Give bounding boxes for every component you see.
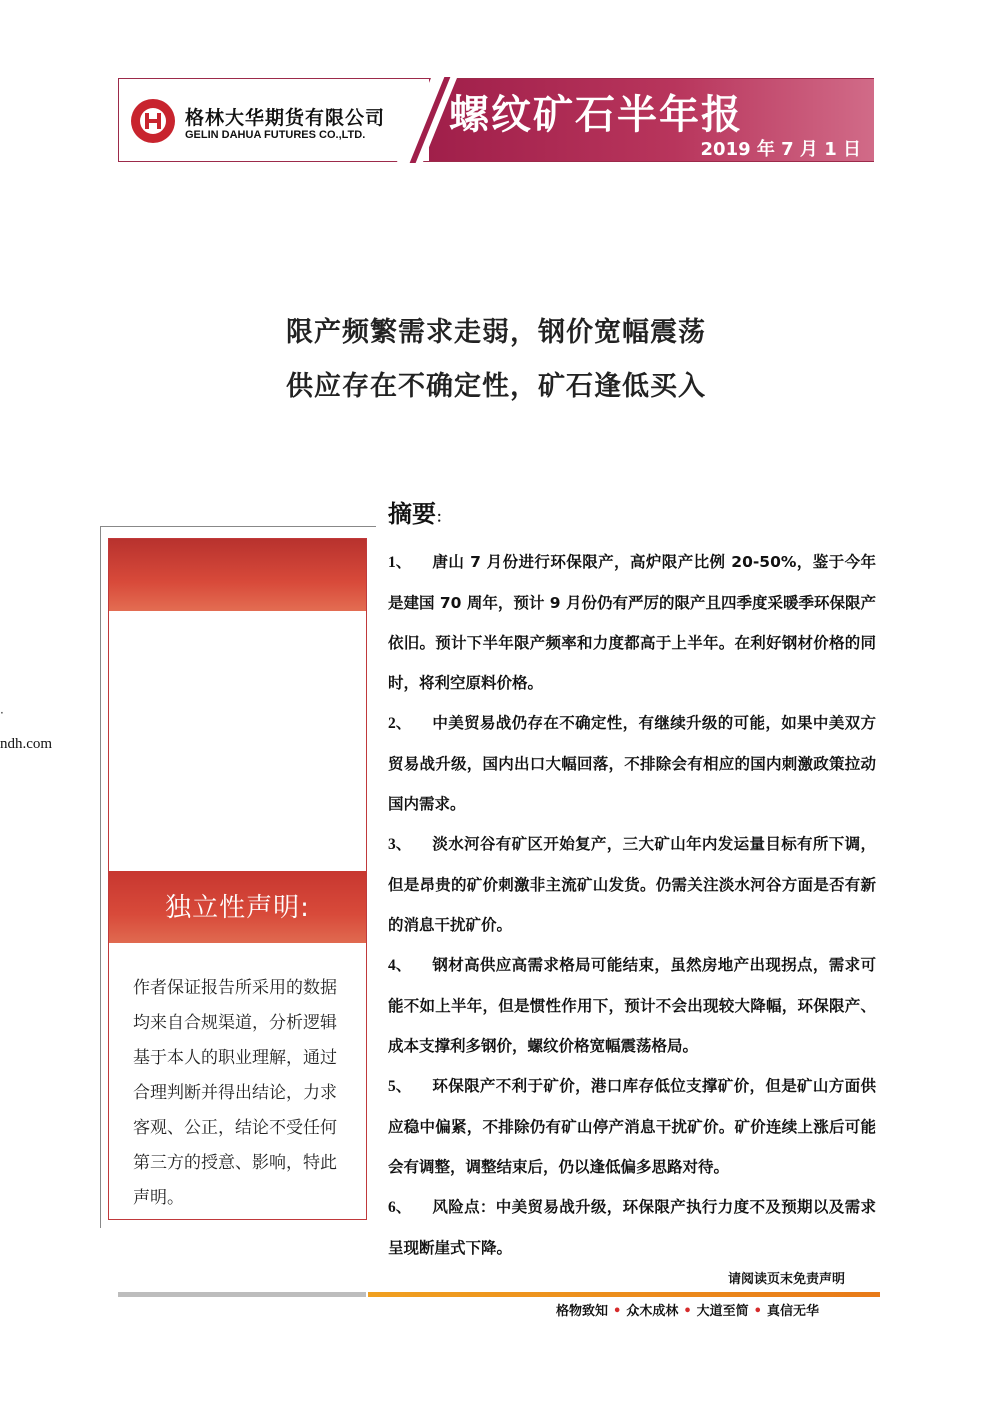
item-number: 2、 <box>388 715 412 732</box>
summary-item <box>388 945 876 1066</box>
bullet-icon: • <box>753 1304 762 1319</box>
summary-item <box>388 542 876 703</box>
footer-rule-orange <box>368 1292 880 1297</box>
item-text: 中美贸易战仍存在不确定性，有继续升级的可能，如果中美双方贸易战升级，国内出口大幅回落，不排除会有相应的国内刺激政策拉动国内需求。 <box>388 714 876 813</box>
summary-list <box>388 542 876 1268</box>
bullet-icon: • <box>613 1304 622 1319</box>
summary-heading <box>388 494 450 529</box>
sidebar-top-rule <box>100 526 376 527</box>
footer-rule-grey <box>118 1292 366 1297</box>
summary-item <box>388 1187 876 1268</box>
headline-line-2: 供应存在不确定性，矿石逢低买入 <box>286 371 706 402</box>
item-number: 4、 <box>388 957 412 974</box>
summary-heading-text: 摘要 <box>388 500 436 528</box>
report-date: 2019 年 7 月 1 日 <box>700 139 861 160</box>
declaration-title: 独立性声明: <box>165 893 310 923</box>
item-text: 钢材高供应高需求格局可能结束，虽然房地产出现拐点，需求可能不如上半年，但是惯性作用下，预计不会出现较大降幅，环保限产、成本支撑利多钢价，螺纹价格宽幅震荡格局。 <box>388 956 876 1055</box>
item-number: 5、 <box>388 1078 412 1095</box>
company-logo-icon <box>131 99 175 143</box>
report-header <box>118 78 874 162</box>
summary-item <box>388 703 876 824</box>
item-number: 6、 <box>388 1199 412 1216</box>
company-name-en: GELIN DAHUA FUTURES CO.,LTD. <box>185 129 366 141</box>
sidebar-left-rule <box>100 526 101 1228</box>
summary-item <box>388 824 876 945</box>
summary-item <box>388 1066 876 1187</box>
clipped-contact-mark: · <box>0 706 4 720</box>
footer-slogans <box>556 1300 819 1319</box>
item-text: 唐山 7 月份进行环保限产，高炉限产比例 20-50%，鉴于今年是建国 70 周年，预计 9 月份仍有严厉的限产且四季度采暖季环保限产依旧。预计下半年限产频率和力度都高于上半年。在利好钢材价格的同时，将利空原料价格。 <box>388 553 876 692</box>
clipped-contact-email: ndh.com <box>0 736 53 752</box>
item-number: 3、 <box>388 836 412 853</box>
item-text: 风险点：中美贸易战升级，环保限产执行力度不及预期以及需求呈现断崖式下降。 <box>388 1198 876 1257</box>
item-text: 环保限产不利于矿价，港口库存低位支撑矿价，但是矿山方面供应稳中偏紧，不排除仍有矿山停产消息干扰矿价。矿价连续上涨后可能会有调整，调整结束后，仍以逢低偏多思路对待。 <box>388 1077 876 1176</box>
summary-heading-colon: ： <box>436 510 450 526</box>
item-text: 淡水河谷有矿区开始复产，三大矿山年内发运量目标有所下调，但是昂贵的矿价刺激非主流矿山发货。仍需关注淡水河谷方面是否有新的消息干扰矿价。 <box>388 835 876 934</box>
bullet-icon: • <box>683 1304 692 1319</box>
panel-top-band <box>109 539 366 611</box>
slogan-1: 格物致知 <box>556 1304 609 1319</box>
declaration-text: 作者保证报告所采用的数据均来自合规渠道，分析逻辑基于本人的职业理解，通过合理判断并得出结论，力求客观、公正，结论不受任何第三方的授意、影响，特此声明。 <box>133 978 337 1208</box>
headline-line-1: 限产频繁需求走弱，钢价宽幅震荡 <box>286 317 706 348</box>
slogan-3: 大道至简 <box>696 1304 749 1319</box>
slogan-4: 真信无华 <box>766 1304 819 1319</box>
report-title: 螺纹矿石半年报 <box>449 92 743 138</box>
declaration-panel <box>108 538 367 1220</box>
slogan-2: 众木成林 <box>626 1304 679 1319</box>
item-number: 1、 <box>388 554 412 571</box>
disclaimer-note: 请阅读页末免责声明 <box>728 1272 846 1287</box>
company-name-cn: 格林大华期货有限公司 <box>185 107 386 129</box>
company-branding <box>119 79 429 161</box>
